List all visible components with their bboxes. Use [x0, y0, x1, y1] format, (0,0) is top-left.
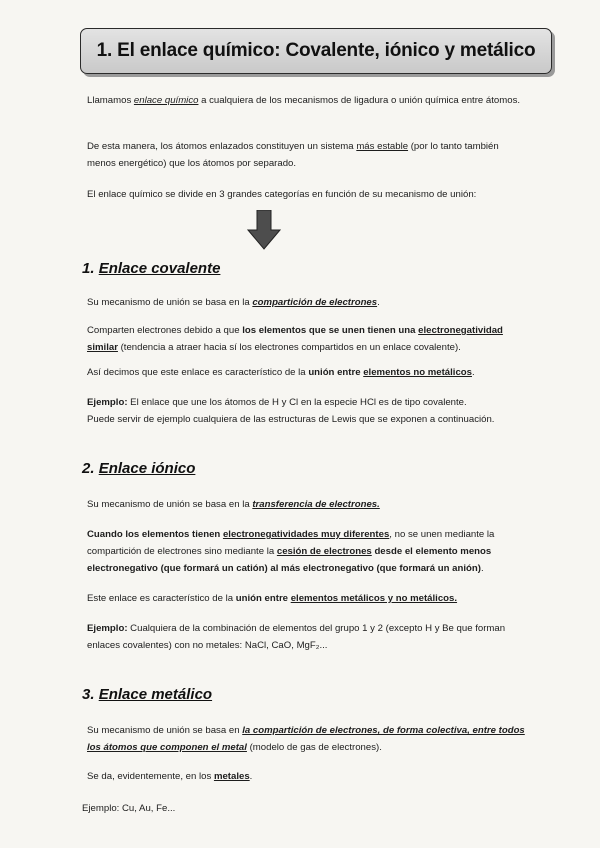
section-3-number: 3.	[82, 686, 99, 703]
ion-s3-term: elementos metálicos y no metálicos.	[290, 593, 458, 604]
section-1-title: Enlace covalente	[98, 260, 221, 277]
cov-s1-text-b: .	[377, 297, 380, 308]
ion-s2-term-2: cesión de electrones	[276, 546, 372, 557]
section-3-title: Enlace metálico	[98, 686, 213, 703]
section-2-title: Enlace iónico	[98, 460, 196, 477]
ionico-paragraph-3	[87, 590, 527, 607]
ion-s2-text-b: .	[480, 563, 484, 574]
intro-p1-term: enlace químico	[133, 95, 199, 106]
cov-s2-text-a: Comparten electrones debido a que	[87, 325, 243, 336]
met-s1-text-a: Su mecanismo de unión se basa en	[87, 725, 243, 736]
ion-s2-term: electronegatividades muy diferentes	[222, 529, 390, 540]
intro-p1-text-b: a cualquiera de los mecanismos de ligadura o unión química entre átomos.	[198, 95, 521, 106]
intro-p2-text-a: De esta manera, los átomos enlazados constituyen un sistema	[87, 141, 357, 152]
covalente-paragraph-1	[87, 294, 527, 311]
met-s2-term: metales	[213, 771, 250, 782]
met-s1-text-b: (modelo de gas de electrones).	[246, 742, 382, 753]
intro-p2-text-b: (por lo tanto también menos energético) que los átomos por separado.	[87, 141, 499, 169]
met-s2-text-b: .	[249, 771, 253, 782]
ion-s2-text-a: , no se unen mediante la compartición de electrones sino mediante la	[87, 529, 495, 557]
page-title: 1. El enlace químico: Covalente, iónico y metálico	[96, 40, 536, 61]
intro-paragraph-1	[87, 92, 527, 109]
ionico-paragraph-2	[87, 526, 527, 577]
section-2-number: 2.	[82, 460, 99, 477]
ion-example-label: Ejemplo:	[87, 623, 128, 634]
ion-s1-term: transferencia de electrones.	[252, 499, 380, 510]
section-heading-metalico	[82, 686, 212, 703]
section-1-number: 1.	[82, 260, 99, 277]
met-s2-text-a: Se da, evidentemente, en los	[87, 771, 214, 782]
cov-s1-text-a: Su mecanismo de unión se basa en la	[87, 297, 253, 308]
ionico-paragraph-1	[87, 496, 527, 513]
ion-s3-text-a: Este enlace es característico de la	[87, 593, 236, 604]
section-heading-covalente	[82, 260, 220, 277]
cov-s2-text-b: (tendencia a atraer hacia sí los electrones compartidos en un enlace covalente).	[117, 342, 461, 353]
cov-s3-bold: unión entre	[308, 367, 364, 378]
covalente-paragraph-2	[87, 322, 527, 356]
ion-s1-text-a: Su mecanismo de unión se basa en la	[87, 499, 253, 510]
cov-s1-term: compartición de electrones	[252, 297, 378, 308]
cov-s2-term: electronegatividad similar	[87, 325, 503, 353]
cov-s3-text-a: Así decimos que este enlace es característico de la	[87, 367, 309, 378]
met-s1-term: la compartición de electrones, de forma colectiva, entre todos los átomos que componen el metal	[87, 725, 525, 753]
cov-s3-text-b: .	[471, 367, 475, 378]
cov-s3-term: elementos no metálicos	[363, 367, 472, 378]
ion-s2-bold-2: desde el elemento menos electronegativo (que formará un catión) al más electronegativo (que formará un anión)	[87, 546, 492, 574]
intro-p2-term: más estable	[356, 141, 409, 152]
metalico-paragraph-2	[87, 768, 527, 785]
ionico-example	[87, 620, 527, 654]
covalente-paragraph-3	[87, 364, 527, 381]
covalente-example	[87, 394, 527, 428]
ion-s2-bold-1: Cuando los elementos tienen	[87, 529, 223, 540]
cov-example-text: El enlace que une los átomos de H y Cl en la especie HCl es de tipo covalente.	[127, 397, 467, 408]
intro-paragraph-2	[87, 138, 527, 172]
metalico-paragraph-1	[87, 722, 527, 756]
section-heading-ionico	[82, 460, 195, 477]
intro-p1-text-a: Llamamos	[87, 95, 134, 106]
down-arrow-icon	[247, 210, 281, 250]
title-banner	[80, 28, 552, 74]
ion-s3-bold: unión entre	[235, 593, 291, 604]
ion-example-text: Cualquiera de la combinación de elementos del grupo 1 y 2 (excepto H y Be que forman enlaces covalentes) con no metales: NaCl, CaO, MgF₂...	[87, 623, 506, 651]
intro-paragraph-3: El enlace químico se divide en 3 grandes categorías en función de su mecanismo de unión:	[87, 189, 477, 200]
cov-example-label: Ejemplo:	[87, 397, 128, 408]
cov-s2-bold: los elementos que se unen tienen una	[242, 325, 419, 336]
metalico-example: Ejemplo: Cu, Au, Fe...	[82, 803, 176, 814]
cov-example-text-2: Puede servir de ejemplo cualquiera de las estructuras de Lewis que se exponen a continuación.	[87, 414, 495, 425]
